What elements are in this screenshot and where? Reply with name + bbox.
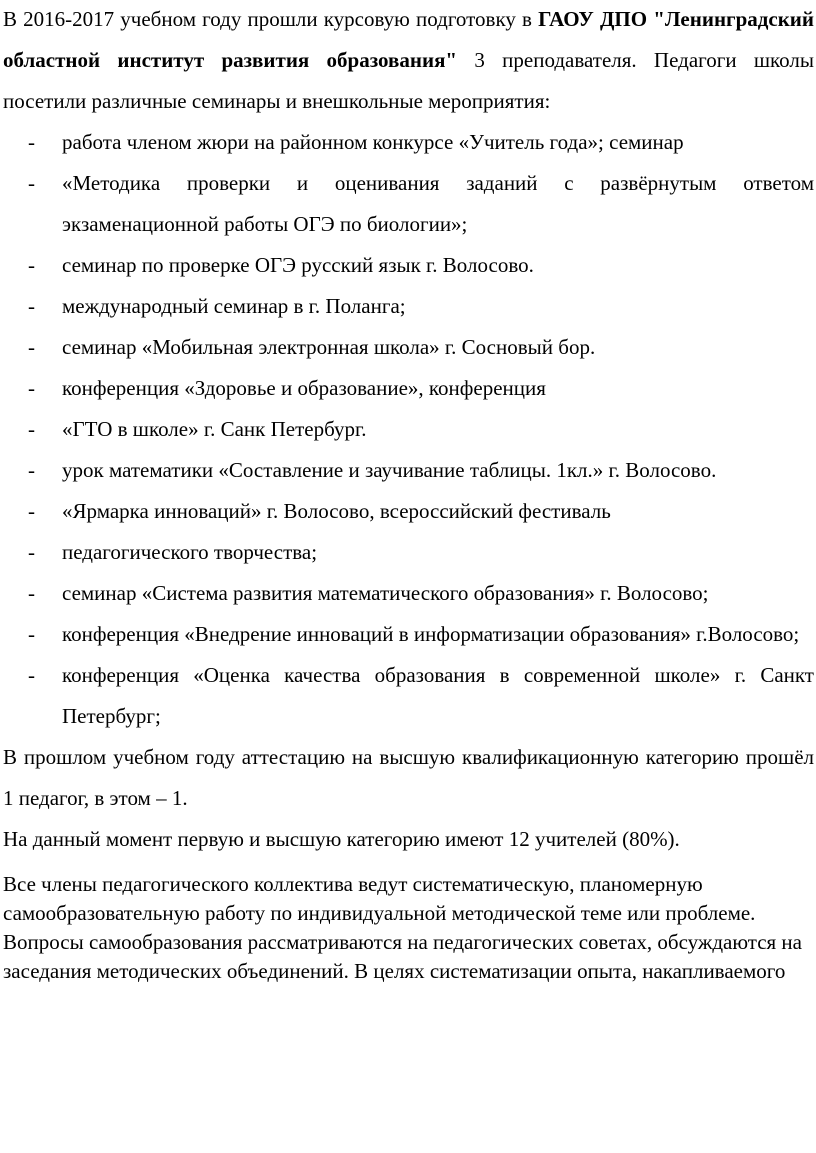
list-bullet: - bbox=[28, 458, 35, 482]
list-item bbox=[3, 122, 814, 163]
list-bullet: - bbox=[28, 171, 35, 195]
list-item-text: конференция «Здоровье и образование», конференция bbox=[62, 376, 546, 400]
list-item-text: конференция «Внедрение инноваций в информатизации образования» г.Волосово; bbox=[62, 622, 800, 646]
list-item-text: конференция «Оценка качества образования в современной школе» г. Санкт Петербург; bbox=[62, 663, 814, 728]
events-list bbox=[3, 122, 814, 737]
list-bullet: - bbox=[28, 581, 35, 605]
list-item bbox=[3, 286, 814, 327]
list-item-text: работа членом жюри на районном конкурсе «Учитель года»; семинар bbox=[62, 130, 684, 154]
list-bullet: - bbox=[28, 335, 35, 359]
list-bullet: - bbox=[28, 376, 35, 400]
list-bullet: - bbox=[28, 499, 35, 523]
list-item bbox=[3, 163, 814, 245]
intro-text-end: 3 преподавателя. Педагоги школы посетили различные семинары и внешкольные мероприятия: bbox=[3, 48, 814, 113]
list-item-text: семинар «Мобильная электронная школа» г. Сосновый бор. bbox=[62, 335, 596, 359]
list-item-text: урок математики «Составление и заучивание таблицы. 1кл.» г. Волосово. bbox=[62, 458, 717, 482]
list-item-text: международный семинар в г. Поланга; bbox=[62, 294, 406, 318]
list-item-text: семинар по проверке ОГЭ русский язык г. Волосово. bbox=[62, 253, 534, 277]
list-item-text: «Методика проверки и оценивания заданий с развёрнутым ответом экзаменационной работы ОГЭ по биологии»; bbox=[62, 171, 814, 236]
list-item bbox=[3, 532, 814, 573]
list-item bbox=[3, 327, 814, 368]
list-item bbox=[3, 409, 814, 450]
categories-paragraph: На данный момент первую и высшую категорию имеют 12 учителей (80%). bbox=[3, 827, 680, 851]
list-bullet: - bbox=[28, 294, 35, 318]
list-item bbox=[3, 368, 814, 409]
list-item-text: «Ярмарка инноваций» г. Волосово, всероссийский фестиваль bbox=[62, 499, 611, 523]
list-item bbox=[3, 450, 814, 491]
list-item-text: «ГТО в школе» г. Санк Петербург. bbox=[62, 417, 367, 441]
list-item bbox=[3, 245, 814, 286]
attestation-paragraph: В прошлом учебном году аттестацию на высшую квалификационную категорию прошёл 1 педагог, в этом – 1. bbox=[3, 745, 814, 810]
list-bullet: - bbox=[28, 622, 35, 646]
list-bullet: - bbox=[28, 130, 35, 154]
list-bullet: - bbox=[28, 663, 35, 687]
list-item bbox=[3, 491, 814, 532]
list-bullet: - bbox=[28, 253, 35, 277]
institute-name: ГАОУ ДПО "Ленинградский областной институт развития образования" bbox=[3, 7, 814, 72]
list-item bbox=[3, 614, 814, 655]
self-education-paragraph: Все члены педагогического коллектива ведут систематическую, планомерную самообразовательную работу по индивидуальной методической теме или проблеме. Вопросы самообразования рассматриваются на педагогических советах, обсуждаются на заседания методических объединений. В целях систематизации опыта, накапливаемого bbox=[3, 872, 802, 983]
list-bullet: - bbox=[28, 540, 35, 564]
list-item bbox=[3, 573, 814, 614]
intro-text-start: В 2016-2017 учебном году прошли курсовую подготовку в bbox=[3, 7, 539, 31]
list-item bbox=[3, 655, 814, 737]
intro-paragraph bbox=[3, 0, 814, 122]
list-item-text: семинар «Система развития математического образования» г. Волосово; bbox=[62, 581, 709, 605]
list-bullet: - bbox=[28, 417, 35, 441]
list-item-text: педагогического творчества; bbox=[62, 540, 318, 564]
